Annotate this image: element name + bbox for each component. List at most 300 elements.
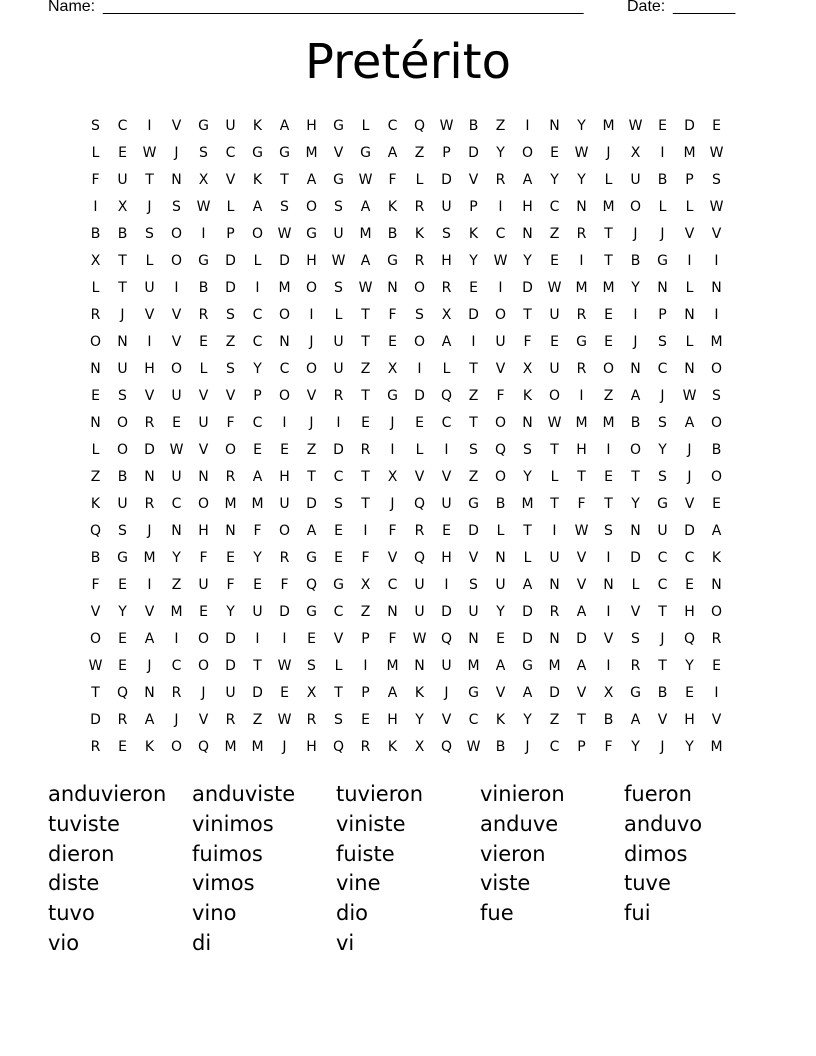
grid-cell: T (523, 522, 532, 539)
grid-cell: D (441, 603, 452, 620)
grid-cell: B (495, 738, 506, 755)
grid-cell: R (144, 495, 155, 512)
grid-cell: M (575, 414, 588, 431)
grid-cell: J (147, 522, 152, 539)
grid-cell: T (334, 684, 343, 701)
grid-cell: P (577, 738, 586, 755)
grid-cell: D (225, 252, 236, 269)
grid-cell: O (413, 333, 426, 350)
grid-cell: N (549, 117, 560, 134)
grid-cell: O (170, 252, 183, 269)
grid-cell: I (606, 549, 611, 566)
grid-cell: N (684, 360, 695, 377)
grid-cell: O (89, 333, 102, 350)
grid-cell: W (277, 711, 292, 728)
grid-cell: L (91, 144, 100, 161)
grid-cell: Q (413, 549, 426, 566)
grid-cell: T (361, 333, 370, 350)
grid-cell: F (253, 522, 262, 539)
grid-cell: K (522, 387, 533, 404)
grid-cell: D (522, 279, 533, 296)
grid-cell: H (684, 603, 695, 620)
grid-cell: Y (118, 603, 127, 620)
grid-cell: N (90, 414, 101, 431)
grid-cell: F (91, 576, 100, 593)
grid-cell: V (630, 603, 641, 620)
grid-cell: T (361, 387, 370, 404)
grid-cell: G (333, 576, 344, 593)
grid-cell: V (603, 630, 614, 647)
grid-cell: X (198, 171, 209, 188)
grid-cell: S (658, 333, 667, 350)
grid-cell: M (521, 495, 534, 512)
grid-cell: Z (90, 468, 101, 485)
grid-cell: T (631, 468, 640, 485)
grid-cell: V (441, 711, 452, 728)
header-line (48, 0, 748, 20)
grid-cell: U (279, 495, 290, 512)
grid-cell: Z (360, 360, 371, 377)
grid-cell: N (171, 522, 182, 539)
grid-cell: F (577, 495, 586, 512)
grid-cell: N (387, 603, 398, 620)
grid-cell: U (117, 171, 128, 188)
grid-cell: O (116, 441, 129, 458)
grid-cell: S (199, 144, 208, 161)
grid-cell: X (360, 576, 371, 593)
grid-cell: A (522, 576, 533, 593)
grid-cell: D (90, 711, 101, 728)
grid-cell: G (306, 549, 317, 566)
word-list-item: vieron (480, 841, 546, 866)
grid-cell: N (117, 333, 128, 350)
grid-cell: N (225, 522, 236, 539)
grid-cell: C (657, 576, 668, 593)
grid-cell: H (306, 117, 317, 134)
grid-cell: S (334, 711, 343, 728)
grid-cell: P (658, 306, 667, 323)
grid-cell: W (412, 630, 427, 647)
grid-cell: R (414, 522, 425, 539)
grid-cell: J (660, 630, 665, 647)
grid-cell: D (522, 603, 533, 620)
grid-cell: L (253, 252, 262, 269)
grid-cell: N (684, 306, 695, 323)
grid-cell: C (549, 738, 560, 755)
grid-cell: H (522, 198, 533, 215)
grid-cell: J (390, 414, 395, 431)
grid-cell: G (657, 495, 668, 512)
grid-cell: O (224, 441, 237, 458)
grid-cell: N (144, 468, 155, 485)
grid-cell: O (116, 414, 129, 431)
grid-cell: H (306, 252, 317, 269)
grid-cell: K (252, 117, 263, 134)
grid-cell: S (604, 522, 613, 539)
grid-cell: T (361, 495, 370, 512)
grid-cell: S (415, 306, 424, 323)
grid-cell: O (197, 630, 210, 647)
grid-cell: Y (523, 468, 532, 485)
grid-cell: I (633, 306, 638, 323)
word-list-item: di (192, 930, 212, 955)
grid-cell: A (441, 333, 452, 350)
grid-cell: G (387, 252, 398, 269)
grid-cell: L (685, 279, 694, 296)
grid-cell: N (711, 279, 722, 296)
grid-cell: U (414, 603, 425, 620)
grid-cell: P (361, 630, 370, 647)
grid-cell: J (633, 333, 638, 350)
grid-cell: C (333, 468, 344, 485)
grid-cell: S (226, 360, 235, 377)
grid-cell: N (90, 360, 101, 377)
grid-cell: V (144, 306, 155, 323)
grid-cell: W (439, 117, 454, 134)
grid-cell: N (387, 279, 398, 296)
grid-cell: Z (549, 225, 560, 242)
grid-cell: D (468, 144, 479, 161)
grid-cell: O (278, 522, 291, 539)
grid-cell: O (710, 468, 723, 485)
grid-cell: T (280, 171, 289, 188)
grid-cell: I (174, 279, 179, 296)
grid-cell: L (550, 468, 559, 485)
grid-cell: I (714, 306, 719, 323)
grid-cell: J (309, 414, 314, 431)
grid-cell: U (252, 603, 263, 620)
grid-cell: Z (468, 387, 479, 404)
grid-cell: N (576, 198, 587, 215)
grid-cell: U (117, 360, 128, 377)
grid-cell: F (523, 333, 532, 350)
grid-cell: X (414, 738, 425, 755)
grid-cell: M (575, 279, 588, 296)
grid-cell: E (334, 549, 343, 566)
grid-cell: E (658, 117, 667, 134)
grid-cell: N (549, 630, 560, 647)
grid-cell: V (657, 711, 668, 728)
grid-cell: T (118, 279, 127, 296)
grid-cell: E (550, 144, 559, 161)
grid-cell: Z (252, 711, 263, 728)
grid-cell: U (198, 576, 209, 593)
grid-cell: B (387, 225, 398, 242)
grid-cell: B (711, 441, 722, 458)
grid-cell: H (576, 441, 587, 458)
grid-cell: R (279, 549, 290, 566)
grid-cell: A (306, 171, 317, 188)
grid-cell: M (359, 225, 372, 242)
grid-cell: Q (116, 684, 129, 701)
grid-cell: C (333, 603, 344, 620)
grid-cell: V (495, 684, 506, 701)
grid-cell: M (683, 144, 696, 161)
grid-cell: G (657, 252, 668, 269)
grid-cell: V (468, 171, 479, 188)
grid-cell: W (574, 144, 589, 161)
grid-cell: M (710, 333, 723, 350)
grid-cell: V (333, 630, 344, 647)
grid-cell: A (279, 117, 290, 134)
grid-cell: D (333, 441, 344, 458)
grid-cell: N (630, 360, 641, 377)
grid-cell: I (525, 117, 530, 134)
grid-cell: C (387, 117, 398, 134)
grid-cell: B (657, 684, 668, 701)
grid-cell: J (282, 738, 287, 755)
grid-cell: V (684, 225, 695, 242)
grid-cell: X (522, 360, 533, 377)
grid-cell: L (658, 198, 667, 215)
grid-cell: T (604, 252, 613, 269)
grid-cell: R (198, 306, 209, 323)
grid-cell: Z (171, 576, 182, 593)
grid-cell: A (252, 198, 263, 215)
grid-cell: L (199, 360, 208, 377)
grid-cell: T (550, 495, 559, 512)
grid-cell: O (170, 738, 183, 755)
grid-cell: F (496, 387, 505, 404)
grid-cell: D (522, 630, 533, 647)
grid-cell: N (522, 414, 533, 431)
grid-cell: G (333, 171, 344, 188)
grid-cell: D (630, 549, 641, 566)
grid-cell: O (629, 441, 642, 458)
grid-cell: S (91, 117, 100, 134)
word-list-item: viniste (336, 811, 406, 836)
grid-cell: Y (469, 252, 478, 269)
grid-cell: X (630, 144, 641, 161)
grid-cell: J (687, 441, 692, 458)
grid-cell: Y (550, 171, 559, 188)
grid-cell: Y (631, 279, 640, 296)
grid-cell: J (606, 144, 611, 161)
grid-cell: E (199, 603, 208, 620)
grid-cell: N (468, 630, 479, 647)
grid-cell: A (306, 522, 317, 539)
grid-cell: R (90, 738, 101, 755)
grid-cell: W (547, 279, 562, 296)
grid-cell: R (711, 630, 722, 647)
grid-cell: I (606, 441, 611, 458)
grid-cell: V (171, 117, 182, 134)
grid-cell: R (171, 684, 182, 701)
grid-cell: M (143, 549, 156, 566)
grid-cell: O (521, 144, 534, 161)
grid-cell: R (144, 414, 155, 431)
grid-cell: M (170, 603, 183, 620)
grid-cell: Y (496, 144, 505, 161)
grid-cell: X (117, 198, 128, 215)
grid-cell: F (280, 576, 289, 593)
grid-cell: N (549, 576, 560, 593)
grid-cell: A (144, 630, 155, 647)
grid-cell: G (198, 252, 209, 269)
grid-cell: E (334, 522, 343, 539)
grid-cell: Y (685, 738, 694, 755)
grid-cell: G (117, 549, 128, 566)
grid-cell: V (144, 603, 155, 620)
grid-cell: A (495, 657, 506, 674)
grid-cell: O (170, 225, 183, 242)
grid-cell: J (174, 144, 179, 161)
grid-cell: W (493, 252, 508, 269)
word-list-item: diste (48, 871, 100, 896)
grid-cell: T (577, 711, 586, 728)
grid-cell: K (252, 171, 263, 188)
grid-cell: E (496, 630, 505, 647)
grid-cell: I (363, 522, 368, 539)
grid-cell: J (660, 738, 665, 755)
grid-cell: U (144, 279, 155, 296)
date-field: _______ (673, 0, 736, 15)
date-label: Date: (627, 0, 666, 15)
grid-cell: K (711, 549, 722, 566)
grid-cell: T (604, 225, 613, 242)
grid-cell: O (305, 198, 318, 215)
grid-cell: O (494, 414, 507, 431)
grid-cell: M (602, 198, 615, 215)
grid-cell: Q (440, 738, 453, 755)
grid-cell: R (225, 711, 236, 728)
grid-cell: I (147, 117, 152, 134)
grid-cell: E (280, 684, 289, 701)
grid-cell: L (91, 441, 100, 458)
grid-cell: C (225, 144, 236, 161)
grid-cell: Z (549, 711, 560, 728)
word-list-item: anduvo (624, 811, 703, 836)
grid-cell: W (331, 252, 346, 269)
grid-cell: M (251, 738, 264, 755)
grid-cell: C (657, 360, 668, 377)
word-list-item: tuvo (48, 901, 95, 926)
grid-cell: R (576, 360, 587, 377)
word-list-item: fuimos (192, 841, 263, 866)
grid-cell: H (306, 738, 317, 755)
grid-cell: O (710, 603, 723, 620)
grid-cell: B (117, 225, 128, 242)
grid-cell: E (415, 414, 424, 431)
grid-cell: I (498, 279, 503, 296)
grid-cell: N (522, 225, 533, 242)
grid-cell: U (549, 360, 560, 377)
grid-cell: T (658, 603, 667, 620)
grid-cell: K (90, 495, 101, 512)
grid-cell: G (630, 684, 641, 701)
grid-cell: M (278, 279, 291, 296)
grid-cell: P (253, 387, 262, 404)
grid-cell: T (550, 441, 559, 458)
grid-cell: S (469, 441, 478, 458)
grid-cell: I (552, 522, 557, 539)
grid-cell: V (333, 144, 344, 161)
grid-cell: A (576, 657, 587, 674)
grid-cell: S (523, 441, 532, 458)
word-list-item: fue (480, 901, 514, 926)
grid-cell: H (198, 522, 209, 539)
grid-cell: Q (683, 630, 696, 647)
grid-cell: S (334, 198, 343, 215)
page-title: Pretérito (305, 34, 511, 90)
grid-cell: F (388, 630, 397, 647)
grid-cell: Z (603, 387, 614, 404)
grid-cell: H (279, 468, 290, 485)
word-list-item: vinimos (192, 811, 274, 836)
grid-cell: R (360, 738, 371, 755)
word-list-item: fuiste (336, 841, 395, 866)
grid-cell: D (441, 171, 452, 188)
grid-cell: R (441, 279, 452, 296)
grid-cell: F (199, 549, 208, 566)
grid-cell: E (118, 630, 127, 647)
grid-cell: W (196, 198, 211, 215)
grid-cell: M (602, 117, 615, 134)
grid-cell: I (255, 630, 260, 647)
grid-cell: O (305, 279, 318, 296)
grid-cell: G (468, 684, 479, 701)
grid-cell: X (90, 252, 101, 269)
grid-cell: I (471, 333, 476, 350)
grid-cell: B (117, 468, 128, 485)
grid-cell: T (604, 495, 613, 512)
grid-cell: G (576, 333, 587, 350)
grid-cell: V (711, 225, 722, 242)
grid-cell: A (522, 171, 533, 188)
grid-cell: D (279, 252, 290, 269)
grid-cell: J (147, 657, 152, 674)
grid-cell: D (252, 684, 263, 701)
grid-cell: I (363, 657, 368, 674)
grid-cell: F (226, 414, 235, 431)
word-list (48, 780, 768, 959)
word-list-item: viste (480, 871, 531, 896)
grid-cell: W (628, 117, 643, 134)
grid-cell: M (386, 657, 399, 674)
grid-cell: M (548, 657, 561, 674)
grid-cell: R (414, 252, 425, 269)
grid-cell: T (91, 684, 100, 701)
grid-cell: Y (253, 360, 262, 377)
grid-cell: D (549, 684, 560, 701)
grid-cell: V (576, 549, 587, 566)
grid-cell: V (495, 360, 506, 377)
grid-cell: E (253, 441, 262, 458)
grid-cell: J (147, 198, 152, 215)
grid-cell: E (91, 387, 100, 404)
grid-cell: L (415, 441, 424, 458)
grid-cell: D (279, 603, 290, 620)
grid-cell: M (602, 414, 615, 431)
grid-cell: Y (415, 711, 424, 728)
grid-cell: O (251, 225, 264, 242)
grid-cell: L (334, 306, 343, 323)
grid-cell: D (225, 657, 236, 674)
grid-cell: W (142, 144, 157, 161)
grid-cell: I (714, 252, 719, 269)
grid-cell: B (495, 495, 506, 512)
grid-cell: U (414, 576, 425, 593)
grid-cell: R (90, 306, 101, 323)
grid-cell: I (606, 657, 611, 674)
grid-cell: S (712, 171, 721, 188)
grid-cell: C (549, 198, 560, 215)
grid-cell: K (144, 738, 155, 755)
grid-cell: D (684, 522, 695, 539)
grid-cell: Z (306, 441, 317, 458)
grid-cell: V (468, 549, 479, 566)
grid-cell: C (279, 360, 290, 377)
